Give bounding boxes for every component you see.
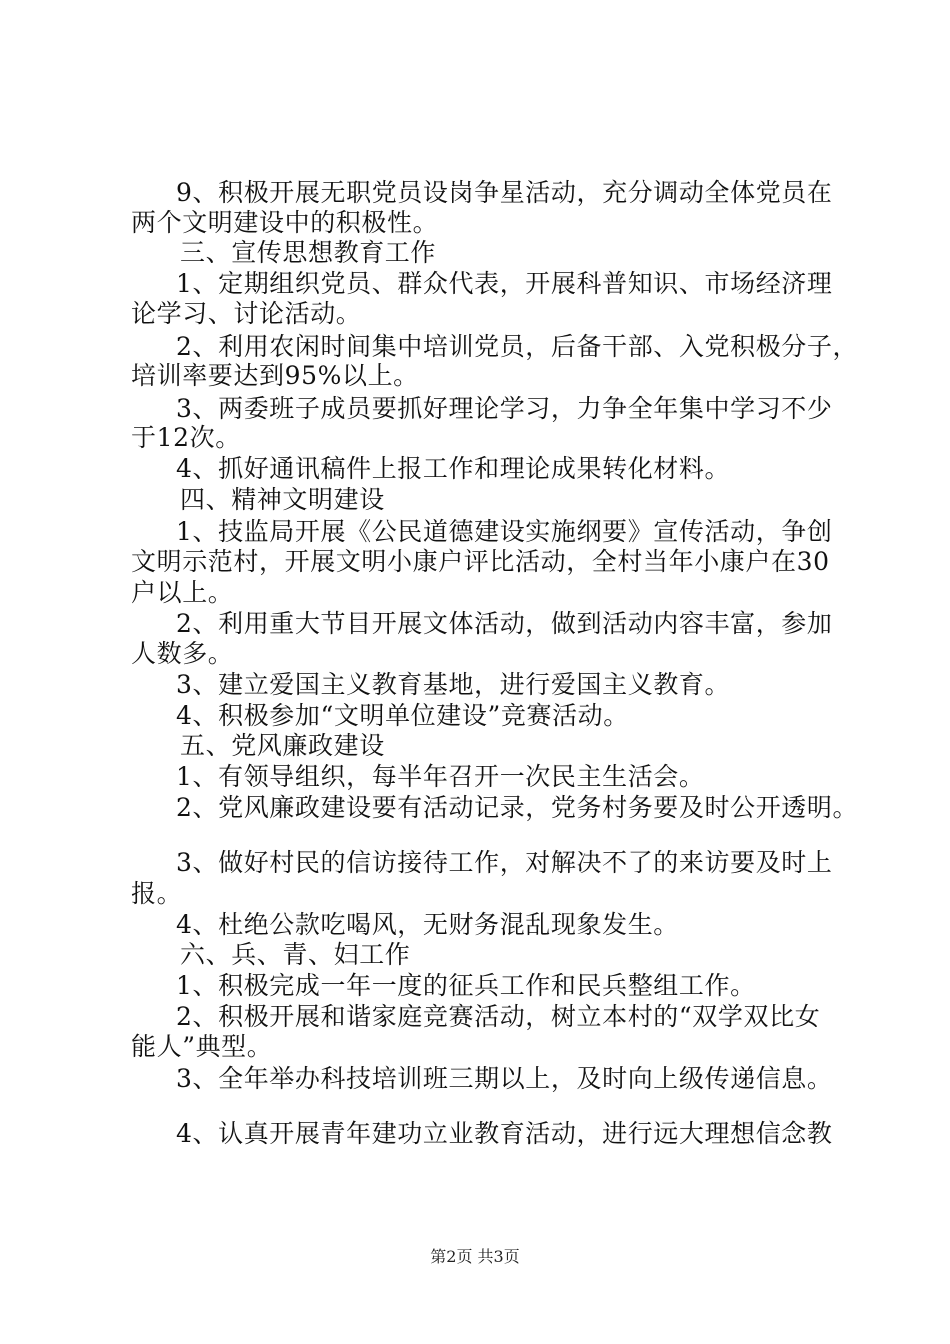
paragraph-line: 2、党风廉政建设要有活动记录，党务村务要及时公开透明。: [176, 793, 859, 822]
paragraph-line: 报。: [131, 879, 183, 908]
paragraph-line: 3、建立爱国主义教育基地，进行爱国主义教育。: [176, 670, 731, 699]
paragraph-line: 于12次。: [131, 423, 241, 452]
section-heading: 三、宣传思想教育工作: [180, 238, 437, 267]
paragraph-line: 4、杜绝公款吃喝风，无财务混乱现象发生。: [176, 910, 679, 939]
paragraph-line: 1、有领导组织，每半年召开一次民主生活会。: [176, 762, 705, 791]
page-number-footer: 第2页 共3页: [430, 1247, 520, 1266]
paragraph-line: 两个文明建设中的积极性。: [131, 208, 439, 237]
paragraph-line: 3、两委班子成员要抓好理论学习，力争全年集中学习不少: [176, 394, 833, 423]
paragraph-line: 文明示范村，开展文明小康户评比活动，全村当年小康户在30: [131, 547, 830, 576]
paragraph-line: 4、积极参加“文明单位建设”竞赛活动。: [176, 701, 629, 730]
paragraph-line: 2、利用重大节目开展文体活动，做到活动内容丰富，参加: [176, 609, 833, 638]
paragraph-line: 4、认真开展青年建功立业教育活动，进行远大理想信念教: [176, 1119, 833, 1148]
paragraph-line: 3、做好村民的信访接待工作，对解决不了的来访要及时上: [176, 848, 833, 877]
paragraph-line: 1、技监局开展《公民道德建设实施纲要》宣传活动，争创: [176, 517, 833, 546]
paragraph-line: 4、抓好通讯稿件上报工作和理论成果转化材料。: [176, 454, 731, 483]
paragraph-line: 3、全年举办科技培训班三期以上，及时向上级传递信息。: [176, 1064, 833, 1093]
section-heading: 四、精神文明建设: [180, 485, 385, 514]
section-heading: 五、党风廉政建设: [180, 731, 385, 760]
paragraph-line: 9、积极开展无职党员设岗争星活动，充分调动全体党员在: [176, 178, 833, 207]
paragraph-line: 论学习、讨论活动。: [131, 299, 362, 328]
paragraph-line: 2、积极开展和谐家庭竞赛活动，树立本村的“双学双比女: [176, 1002, 821, 1031]
paragraph-line: 能人”典型。: [131, 1032, 273, 1061]
paragraph-line: 1、积极完成一年一度的征兵工作和民兵整组工作。: [176, 971, 756, 1000]
paragraph-line: 2、利用农闲时间集中培训党员，后备干部、入党积极分子，: [176, 332, 859, 361]
paragraph-line: 人数多。: [131, 639, 234, 668]
section-heading: 六、兵、青、妇工作: [180, 940, 411, 969]
paragraph-line: 培训率要达到95%以上。: [131, 361, 419, 390]
paragraph-line: 户以上。: [131, 578, 234, 607]
paragraph-line: 1、定期组织党员、群众代表，开展科普知识、市场经济理: [176, 269, 833, 298]
